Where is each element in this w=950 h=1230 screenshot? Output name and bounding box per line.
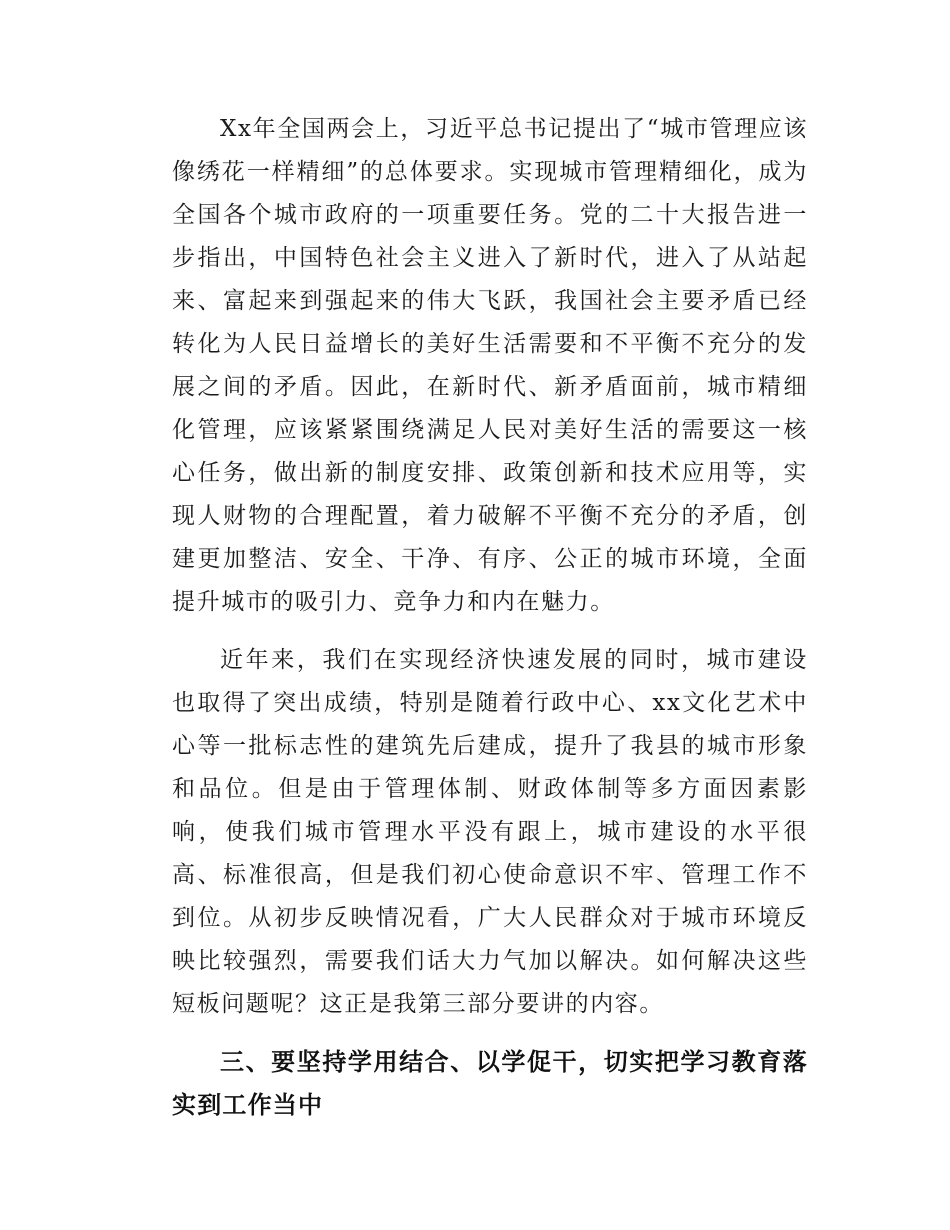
paragraph-recent-years: 近年来，我们在实现经济快速发展的同时，城市建设也取得了突出成绩，特别是随着行政中心、xx文化艺术中心等一批标志性的建筑先后建成，提升了我县的城市形象和品位。但是由于管理体制、财政体制等多方面因素影响，使我们城市管理水平没有跟上，城市建设的水平很高、标准很高，但是我们初心使命意识不牢、管理工作不到位。从初步反映情况看，广大人民群众对于城市环境反映比较强烈，需要我们话大力气加以解决。如何解决这些短板问题呢？这正是我第三部分要讲的内容。 xyxy=(172,647,808,1017)
section-heading-three: 三、要坚持学用结合、以学促干，切实把学习教育落实到工作当中 xyxy=(172,1048,808,1119)
paragraph-two-sessions: Xx年全国两会上，习近平总书记提出了“城市管理应该像绣花一样精细”的总体要求。实现城市管理精细化，成为全国各个城市政府的一项重要任务。党的二十大报告进一步指出，中国特色社会主义进入了新时代，进入了从站起来、富起来到强起来的伟大飞跃，我国社会主要矛盾已经转化为人民日益增长的美好生活需要和不平衡不充分的发展之间的矛盾。因此，在新时代、新矛盾面前，城市精细化管理，应该紧紧围绕满足人民对美好生活的需要这一核心任务，做出新的制度安排、政策创新和技术应用等，实现人财物的合理配置，着力破解不平衡不充分的矛盾，创建更加整洁、安全、干净、有序、公正的城市环境，全面提升城市的吸引力、竞争力和内在魅力。 xyxy=(172,116,808,615)
document-body xyxy=(172,108,808,1127)
